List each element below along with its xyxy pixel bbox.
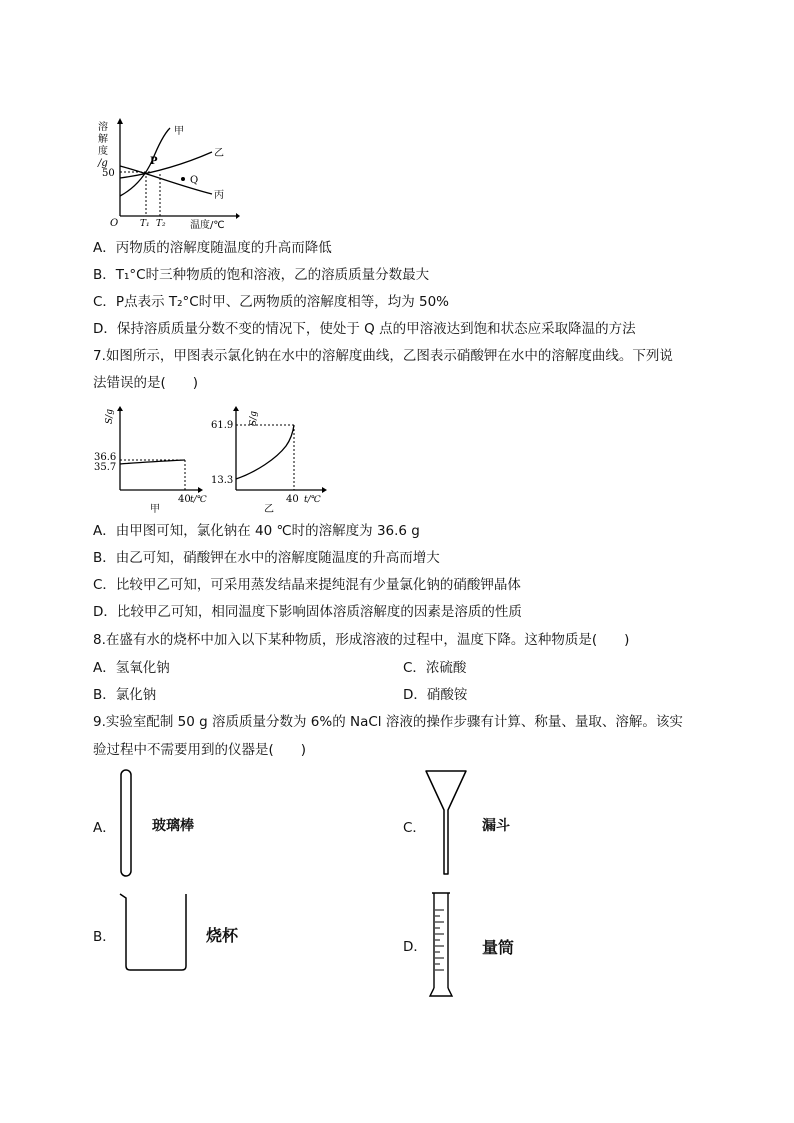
- q7-option-c: C．比较甲乙可知，可采用蒸发结晶来提纯混有少量氯化钠的硝酸钾晶体: [93, 577, 521, 593]
- q6-solubility-chart: [90, 116, 240, 230]
- q9-option-c-letter: C．: [403, 820, 426, 836]
- q6-option-b: B．T₁°C时三种物质的饱和溶液，乙的溶质质量分数最大: [93, 267, 430, 283]
- q6-ylabel-3: 度: [98, 146, 108, 157]
- q6-ylabel-1: 溶: [98, 122, 108, 133]
- q9-stem-line1: 9.实验室配制 50 g 溶质质量分数为 6%的 NaCl 溶液的操作步骤有计算、称量、量取、溶解。该实: [93, 714, 683, 730]
- q7-yi-xtick: 40: [286, 494, 299, 505]
- q7-jia-caption: 甲: [150, 504, 160, 515]
- q9-stem-line2: 验过程中不需要用到的仪器是( ): [93, 742, 307, 758]
- q6-point-q-dot: [181, 177, 185, 181]
- glass-rod-icon: [118, 768, 134, 878]
- q9-option-a-label: 玻璃棒: [152, 818, 194, 834]
- q8-option-a: A．氢氧化钠: [93, 660, 170, 676]
- q9-option-b-letter: B．: [93, 929, 116, 945]
- q7-option-b: B．由乙可知，硝酸钾在水中的溶解度随温度的升高而增大: [93, 550, 440, 566]
- q6-point-q: Q: [190, 175, 199, 186]
- funnel-icon: [424, 768, 468, 878]
- q7-yi-ylabel: S/g: [249, 411, 259, 426]
- beaker-icon: [116, 890, 192, 974]
- q7-yi-caption: 乙: [264, 504, 274, 515]
- q9-option-b-label: 烧杯: [206, 926, 239, 945]
- q9-option-c-label: 漏斗: [482, 818, 510, 834]
- q7-chart-jia: [90, 404, 205, 516]
- q8-option-c: C．浓硫酸: [403, 660, 467, 676]
- q8-option-d: D．硝酸铵: [403, 687, 468, 703]
- q6-option-d: D．保持溶质质量分数不变的情况下，使处于 Q 点的甲溶液达到饱和状态应采取降温的方法: [93, 321, 636, 337]
- q9-option-a-letter: A．: [93, 820, 116, 836]
- q6-curve-yi: 乙: [214, 148, 224, 159]
- q6-point-p: P: [150, 156, 158, 167]
- q7-yi-ytick-low: 13.3: [211, 475, 234, 486]
- q6-t1: T₁: [140, 219, 150, 229]
- q7-jia-xlabel: t/℃: [190, 495, 207, 505]
- q6-t2: T₂: [156, 219, 166, 229]
- q7-jia-ylabel: S/g: [105, 409, 115, 424]
- q7-chart-yi: [206, 404, 330, 516]
- q7-yi-xlabel: t/℃: [304, 495, 321, 505]
- q6-option-a: A．丙物质的溶解度随温度的升高而降低: [93, 240, 332, 256]
- q6-ytick-50: 50: [102, 168, 115, 179]
- q6-ylabel-2: 解: [98, 134, 108, 145]
- q7-option-d: D．比较甲乙可知，相同温度下影响固体溶质溶解度的因素是溶质的性质: [93, 604, 522, 620]
- q6-origin: O: [110, 218, 119, 229]
- q6-ylabel-4: /g: [98, 158, 108, 169]
- q6-option-c: C．P点表示 T₂°C时甲、乙两物质的溶解度相等，均为 50%: [93, 294, 449, 310]
- q7-jia-ytick-low: 35.7: [94, 462, 117, 473]
- graduated-cylinder-icon: [426, 890, 456, 1000]
- q8-stem: 8.在盛有水的烧杯中加入以下某种物质，形成溶液的过程中，温度下降。这种物质是( ): [93, 632, 630, 648]
- q8-option-b: B．氯化钠: [93, 687, 157, 703]
- q7-stem-line1: 7.如图所示，甲图表示氯化钠在水中的溶解度曲线，乙图表示硝酸钾在水中的溶解度曲线。下列说: [93, 348, 673, 364]
- q6-xlabel: 温度/℃: [190, 220, 225, 231]
- q6-curve-bing: 丙: [214, 190, 224, 201]
- q7-jia-ytick-high: 36.6: [94, 452, 117, 463]
- q7-jia-xtick: 40: [178, 494, 191, 505]
- q7-yi-ytick-high: 61.9: [211, 420, 234, 431]
- q7-option-a: A．由甲图可知，氯化钠在 40 ℃时的溶解度为 36.6 g: [93, 523, 420, 539]
- q9-option-d-letter: D．: [403, 939, 427, 955]
- q7-stem-line2: 法错误的是( ): [93, 375, 199, 391]
- q9-option-d-label: 量筒: [482, 938, 515, 957]
- q6-curve-jia: 甲: [174, 126, 184, 137]
